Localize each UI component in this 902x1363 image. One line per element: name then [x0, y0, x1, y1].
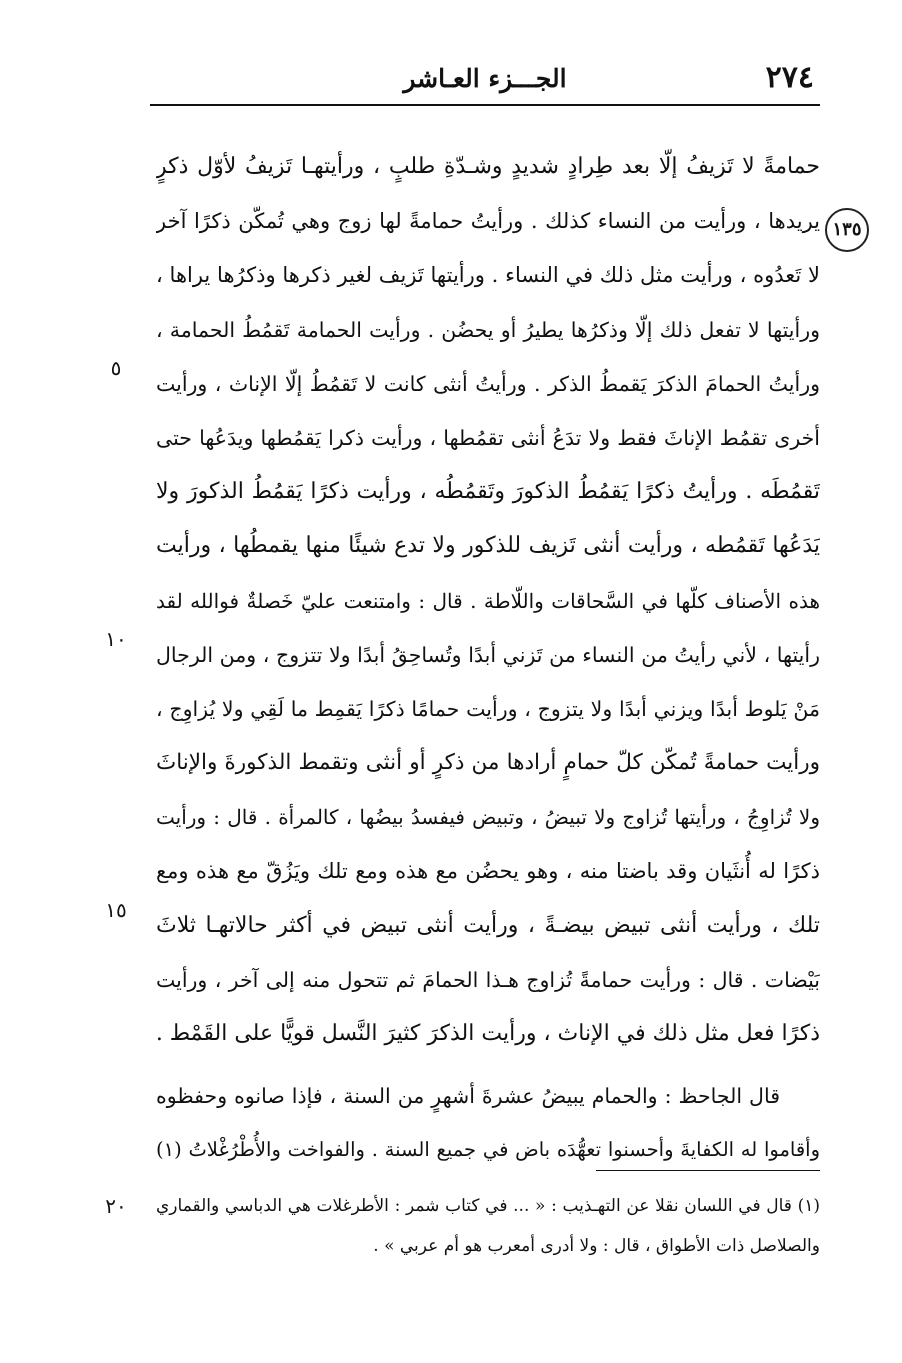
paragraph-1: [156, 140, 820, 1061]
text-line: ولا تُزاوِجُ ، ورأيتها تُزاوج ولا تبيضُ ، وتبيض فيفسدُ بيضُها ، كالمرأة . قال : ورأيت: [156, 805, 820, 830]
text-line: تَقمُطَه . ورأيتُ ذكرًا يَقمُطُ الذكورَ وتَقمُطُه ، ورأيت ذكرًا يَقمُطُ الذكورَ ولا: [156, 479, 820, 505]
running-title: الجـــزء العـاشر: [403, 64, 567, 93]
text-line: ورأيتُ الحمامَ الذكرَ يَقمطُ الذكر . ورأيتُ أنثى كانت لا تَقمُطُ إلّا الإناث ، ورأيت: [156, 371, 820, 396]
text-line: رأيتها ، لأني رأيتُ من النساء من تَزني أبدًا وتُساحِقُ أبدًا ولا تتزوج ، ومن الرجال: [156, 642, 820, 667]
text-line: ورأيتها لا تفعل ذلك إلّا وذكرُها يطيرُ أو يحضُن . ورأيت الحمامة تَقمُطُ الحمامة ،: [156, 317, 820, 342]
text-line: أخرى تقمُط الإناثَ فقط ولا تدَعُ أنثى تقمُطها ، ورأيت ذكرا يَقمُطها ويدَعُها حتى: [156, 425, 820, 450]
margin-page-marker: ١٣٥: [825, 208, 869, 252]
line-number-10: ١٠: [105, 627, 127, 651]
text-line: قال الجاحظ : والحمام يبيضُ عشرةَ أشهرٍ من السنة ، فإذا صانوه وحفظوه: [156, 1084, 780, 1109]
text-line: لا تَعدُوه ، ورأيت مثل ذلك في النساء . ورأيتها تَزيف لغير ذكرها وذكرُها يراها ،: [156, 263, 820, 288]
text-line: مَنْ يَلوط أبدًا ويزني أبدًا ولا يتزوج ، ورأيت حمامًا ذكرًا يَقمِط ما لَقِي ولا يُزاوِج ،: [156, 696, 820, 721]
text-line: يريدها ، ورأيت من النساء كذلك . ورأيتُ حمامةً لها زوج وهي تُمكّن ذكرًا آخر: [156, 209, 820, 234]
text-line: بَيْضات . قال : ورأيت حمامةً تُزاوج هـذا الحمامَ ثم تتحول منه إلى آخر ، ورأيت: [156, 967, 820, 992]
line-number-15: ١٥: [105, 898, 127, 922]
line-number-5: ٥: [110, 356, 122, 380]
line-number-20: ٢٠: [105, 1194, 127, 1218]
text-line: حمامةً لا تَزيفُ إلّا بعد طِرادٍ شديدٍ وشـدّةِ طلبٍ ، ورأيتهـا تَزيفُ لأوّل ذكرٍ: [156, 154, 820, 179]
text-line: هذه الأصناف كلّها في السَّحاقات واللّاطة . قال : وامتنعت عليّ خَصلةٌ فوالله لقد: [156, 588, 820, 613]
text-line: ذكرًا له أُنثَيان وقد باضتا منه ، وهو يحضُن مع هذه ومع تلك ويَزُقّ مع هذه ومع: [156, 859, 820, 884]
footnote-line: (١) قال في اللسان نقلا عن التهـذيب : « ... في كتاب شمر : الأطرغلات هي الدباسي والقماري: [156, 1196, 820, 1216]
text-line: ذكرًا فعل مثل ذلك في الإناث ، ورأيت الذكرَ كثيرَ النَّسل قويًّا على القَمْط .: [156, 1021, 820, 1046]
footnote: [156, 1186, 820, 1266]
page-header: [150, 58, 820, 102]
footnote-rule: [596, 1170, 820, 1171]
header-rule: [150, 104, 820, 106]
text-line: تلك ، ورأيت أنثى تبيض بيضـةً ، ورأيت أنثى تبيض في أكثر حالاتهـا ثلاثَ: [156, 912, 820, 938]
paragraph-2: [156, 1069, 820, 1177]
text-line: وأقاموا له الكفايةَ وأحسنوا تعهُّدَه باض في جميع السنة . والفواخت والأُطْرُغْلاتُ (١): [156, 1138, 820, 1162]
body-text: [156, 140, 820, 1178]
page-number: ٢٧٤: [765, 60, 814, 95]
paragraph-gap: [156, 1061, 820, 1069]
text-line: يَدَعُها تَقمُطه ، ورأيت أنثى تَزيف للذكور ولا تدع شيئًا منها يقمطُها ، ورأيت: [156, 533, 820, 559]
footnote-line: والصلاصل ذات الأطواق ، قال : ولا أدرى أمعرب هو أم عربي » .: [373, 1236, 820, 1256]
text-line: ورأيت حمامةً تُمكّن كلّ حمامٍ أرادها من ذكرٍ أو أنثى وتقمط الذكورةَ والإناثَ: [156, 750, 820, 776]
